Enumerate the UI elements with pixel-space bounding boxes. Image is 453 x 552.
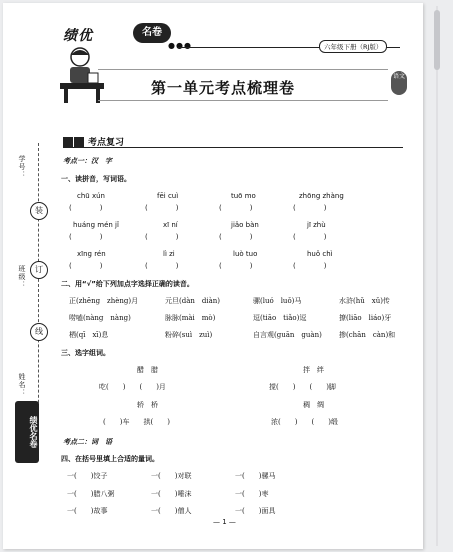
word-fill[interactable]: ( )车 拱( ) [103, 418, 170, 426]
char-pair: 稠 绸 [303, 401, 324, 409]
pinyin: zhōng zhàng [299, 192, 344, 200]
char-pair: 拌 绊 [303, 366, 324, 374]
binding-circle-2: 订 [30, 261, 48, 279]
q3-heading: 三、选字组词。 [61, 349, 110, 357]
reading-option[interactable]: 脉脉(mài mò) [165, 314, 216, 322]
answer-blank[interactable]: ( ) [293, 204, 327, 212]
subject-badge: 语文 [391, 71, 407, 95]
binding-circle-1: 装 [30, 202, 48, 220]
pinyin: huáng mén jǐ [73, 221, 119, 229]
measure-word-fill[interactable]: 一( )对联 [151, 472, 192, 480]
q1-heading: 一、读拼音，写词语。 [61, 175, 131, 183]
answer-blank[interactable]: ( ) [219, 233, 253, 241]
q2-heading: 二、用“√”给下列加点字选择正确的读音。 [61, 280, 194, 288]
pinyin: xīng rén [77, 250, 106, 258]
page-title: 第一单元考点梳理卷 [151, 79, 296, 97]
reading-option[interactable]: 粉碎(suì zuì) [165, 331, 213, 339]
answer-blank[interactable]: ( ) [145, 262, 179, 270]
reading-option[interactable]: 唠嗑(nàng nàng) [69, 314, 131, 322]
kaodian-2: 考点二：词 语 [63, 438, 112, 446]
word-fill[interactable]: 吃( ) ( )月 [99, 383, 166, 391]
scrollbar-thumb[interactable] [434, 10, 440, 70]
grade-label: 六年级下册（RJ版） [319, 40, 387, 53]
measure-word-fill[interactable]: 一( )骡马 [235, 472, 276, 480]
answer-blank[interactable]: ( ) [69, 262, 103, 270]
pinyin: jī zhù [307, 221, 326, 229]
pinyin: huǒ chì [307, 250, 333, 258]
reading-option[interactable]: 逗(tiāo tiǎo)逗 [253, 314, 307, 322]
name-label: 姓名： [18, 373, 26, 397]
answer-blank[interactable]: ( ) [293, 262, 327, 270]
measure-word-fill[interactable]: 一( )唾沫 [151, 490, 192, 498]
measure-word-fill[interactable]: 一( )枣 [235, 490, 269, 498]
reading-option[interactable]: 元旦(dàn diàn) [165, 297, 221, 305]
page-number: — 1 — [213, 518, 236, 526]
pinyin: lì zi [163, 250, 175, 258]
answer-blank[interactable]: ( ) [69, 204, 103, 212]
reading-option[interactable]: 栖(qī xī)息 [69, 331, 109, 339]
binding-circle-3: 线 [30, 323, 48, 341]
reading-option[interactable]: 自言观(guān guàn) [253, 331, 322, 339]
measure-word-fill[interactable]: 一( )故事 [67, 507, 108, 515]
reading-option[interactable]: 掺(chān càn)和 [339, 331, 396, 339]
pinyin: tuō mo [231, 192, 256, 200]
word-fill[interactable]: 浓( ) ( )缎 [271, 418, 338, 426]
reading-option[interactable]: 骡(luó luǒ)马 [253, 297, 302, 305]
brand-logo-text: 绩优 [63, 28, 93, 44]
answer-blank[interactable]: ( ) [293, 233, 327, 241]
binding-dashed-line [38, 143, 39, 443]
reading-option[interactable]: 正(zhēng zhèng)月 [69, 297, 139, 305]
vertical-scrollbar[interactable] [431, 6, 443, 546]
measure-word-fill[interactable]: 一( )面具 [235, 507, 276, 515]
section-box-icon [74, 137, 84, 147]
section-label: 考点复习 [88, 138, 125, 148]
pinyin: luò tuo [233, 250, 258, 258]
class-label: 班级： [18, 265, 26, 289]
document-page [3, 3, 423, 549]
brand-logo-bubble: 名卷 [133, 23, 171, 43]
scrollbar-track [436, 6, 438, 546]
section-rule [63, 147, 403, 148]
pinyin: fēi cuì [157, 192, 179, 200]
kaodian-1: 考点一：汉 字 [63, 157, 112, 165]
answer-blank[interactable]: ( ) [69, 233, 103, 241]
char-pair: 醋 腊 [137, 366, 158, 374]
answer-blank[interactable]: ( ) [145, 233, 179, 241]
student-id-label: 学号： [18, 155, 26, 179]
measure-word-fill[interactable]: 一( )僧人 [151, 507, 192, 515]
answer-blank[interactable]: ( ) [219, 262, 253, 270]
answer-blank[interactable]: ( ) [219, 204, 253, 212]
char-pair: 轿 桥 [137, 401, 158, 409]
pinyin: xī ní [163, 221, 178, 229]
header-dots: ●●● [168, 41, 192, 50]
measure-word-fill[interactable]: 一( )腊八粥 [67, 490, 115, 498]
word-fill[interactable]: 搅( ) ( )脚 [269, 383, 336, 391]
measure-word-fill[interactable]: 一( )饺子 [67, 472, 108, 480]
reading-option[interactable]: 水浒(hǔ xǔ)传 [339, 297, 390, 305]
side-brand-logo: 绩优名卷 [15, 401, 39, 463]
pinyin: chū xún [77, 192, 105, 200]
q4-heading: 四、在括号里填上合适的量词。 [61, 455, 159, 463]
reading-option[interactable]: 撩(liāo liáo)牙 [339, 314, 392, 322]
answer-blank[interactable]: ( ) [145, 204, 179, 212]
section-box-icon [63, 137, 73, 147]
pinyin: jiǎo bàn [231, 221, 259, 229]
